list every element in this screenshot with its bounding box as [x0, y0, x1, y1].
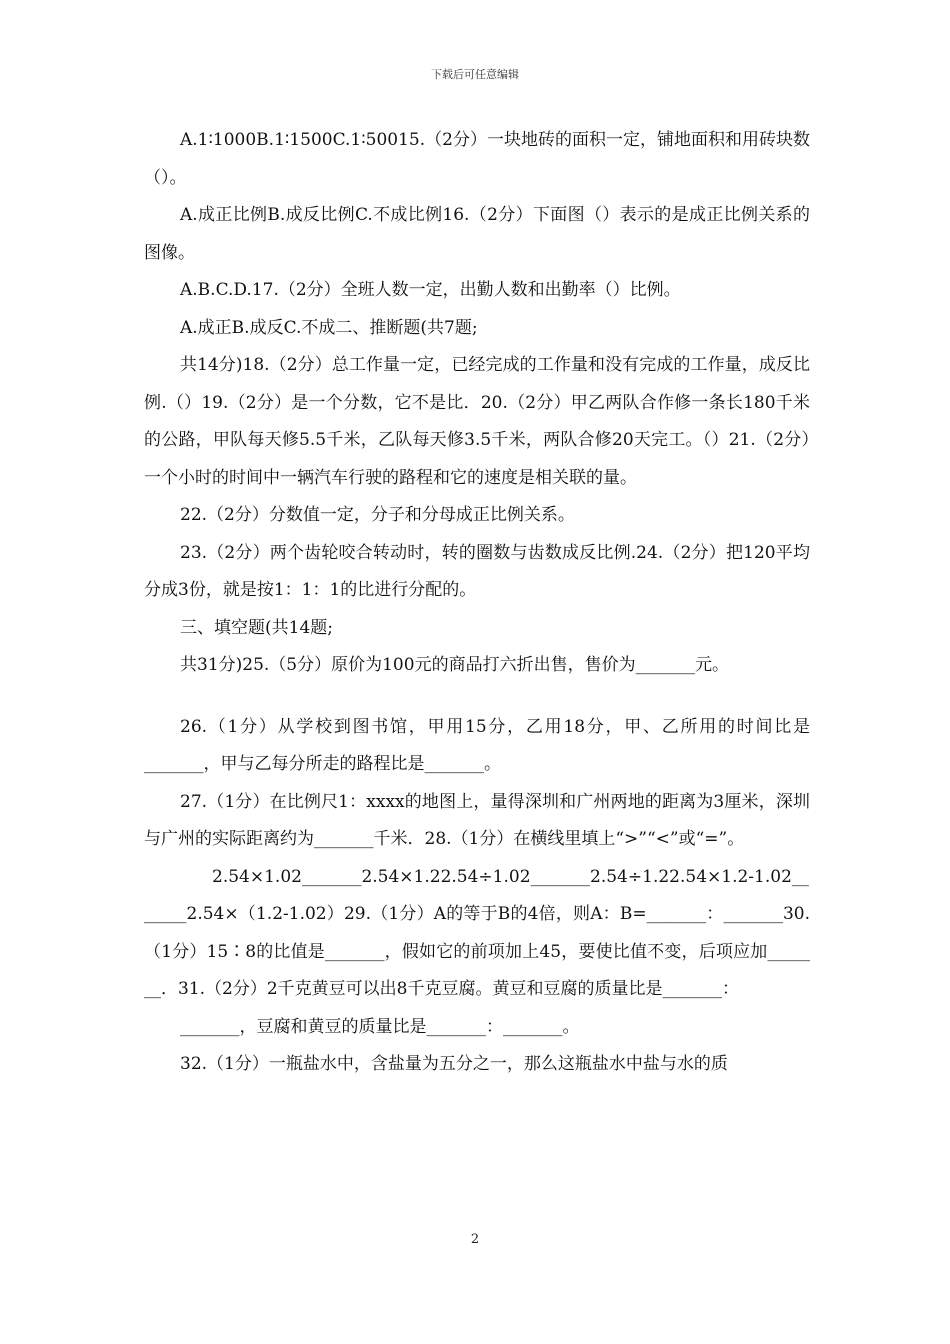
spacer — [144, 685, 810, 709]
page-number: 2 — [470, 1232, 480, 1247]
paragraph: 23.（2分）两个齿轮咬合转动时，转的圈数与齿数成反比例.24.（2分）把120平均分成3份，就是按1：1：1的比进行分配的。 — [144, 542, 810, 600]
paragraph: 共14分)18.（2分）总工作量一定，已经完成的工作量和没有完成的工作量，成反比例.（）19.（2分）是一个分数，它不是比．20.（2分）甲乙两队合作修一条长180千米的公路，甲队每天修5.5千米，乙队每天修3.5千米，两队合修20天完工。（）21.（2分）一个小时的时间中一辆汽车行驶的路程和它的速度是相关联的量。 — [144, 355, 810, 488]
paragraph: 32.（1分）一瓶盐水中，含盐量为五分之一，那么这瓶盐水中盐与水的质 — [180, 1054, 728, 1074]
page-header: 下载后可任意编辑 — [431, 68, 519, 81]
paragraph: A.1∶1000B.1∶1500C.1∶50015.（2分）一块地砖的面积一定，铺地面积和用砖块数（）。 — [144, 130, 810, 188]
paragraph: 22.（2分）分数值一定，分子和分母成正比例关系。 — [180, 505, 575, 525]
paragraph: 共31分)25.（5分）原价为100元的商品打六折出售，售价为_______元。 — [180, 655, 730, 675]
paragraph: A.成正B.成反C.不成二、推断题(共7题; — [180, 317, 478, 338]
paragraph: A.成正比例B.成反比例C.不成比例16.（2分）下面图（）表示的是成正比例关系的图像。 — [144, 205, 810, 263]
paragraph: A.B.C.D.17.（2分）全班人数一定，出勤人数和出勤率（）比例。 — [180, 280, 681, 300]
section-heading: 三、填空题(共14题; — [180, 617, 333, 638]
paragraph: _______，豆腐和黄豆的质量比是_______：_______。 — [180, 1016, 580, 1037]
paragraph: 2.54×1.02_______2.54×1.22.54÷1.02_______2.54÷1.22.54×1.2-1.02_______2.54×（1.2-1.02）29.（1分）A的等于B的4倍，则A：B=_______：_______30.（1分）15∶8的比值是_______，假如它的前项加上45，要使比值不变，后项应加_______．31.（2分）2千克黄豆可以出8千克豆腐。黄豆和豆腐的质量比是_______： — [144, 866, 810, 999]
document-body — [144, 122, 810, 1084]
paragraph: 27.（1分）在比例尺1：xxxx的地图上，量得深圳和广州两地的距离为3厘米，深圳与广州的实际距离约为_______千米．28.（1分）在横线里填上“>”“<”或“=”。 — [144, 791, 810, 849]
paragraph: 26.（1分）从学校到图书馆，甲用15分，乙用18分，甲、乙所用的时间比是_______，甲与乙每分所走的路程比是_______。 — [144, 716, 810, 774]
